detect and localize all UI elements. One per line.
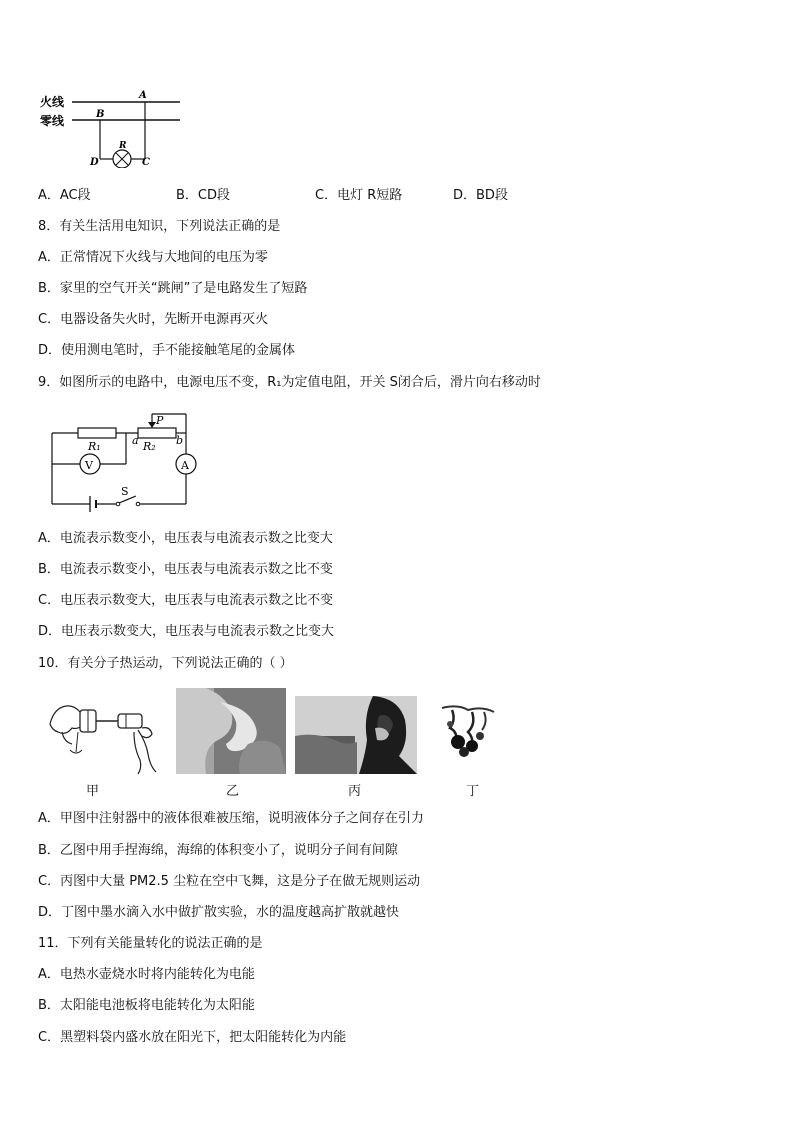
terminal-b-label: b <box>176 434 184 447</box>
q10-option-c[interactable]: C．丙图中大量 PM2.5 尘粒在空中飞舞，这是分子在做无规则运动 <box>38 874 421 889</box>
terminal-a-label: a <box>132 434 139 447</box>
q7-option-c[interactable]: C．电灯 R短路 <box>315 188 403 203</box>
q9-option-d[interactable]: D．电压表示数变大，电压表与电流表示数之比变大 <box>38 624 335 639</box>
q7-option-a[interactable]: A．AC段 <box>38 188 91 203</box>
neutral-wire-label: 零线 <box>40 114 65 128</box>
q10-image-bing-haze <box>295 696 417 774</box>
q8-option-c[interactable]: C．电器设备失火时，先断开电源再灭火 <box>38 312 269 327</box>
lamp-r-label: R <box>119 141 127 151</box>
q10-option-a[interactable]: A．甲图中注射器中的液体很难被压缩，说明液体分子之间存在引力 <box>38 811 424 826</box>
q10-image-jia-syringe <box>38 690 164 776</box>
point-a-label: A <box>139 90 147 101</box>
voltmeter-label: V <box>85 459 93 472</box>
q11-option-c[interactable]: C．黑塑料袋内盛水放在阳光下，把太阳能转化为内能 <box>38 1030 347 1045</box>
q10-option-b[interactable]: B．乙图中用手捏海绵，海绵的体积变小了，说明分子间有间隙 <box>38 843 398 858</box>
q11-option-a[interactable]: A．电热水壶烧水时将内能转化为电能 <box>38 967 255 982</box>
q10-image-ding-ink <box>438 702 498 768</box>
q9-stem: 9．如图所示的电路中，电源电压不变，R₁为定值电阻，开关 S闭合后，滑片向右移动时 <box>38 375 541 390</box>
q7-option-d[interactable]: D．BD段 <box>453 188 508 203</box>
point-b-label: B <box>96 109 105 120</box>
switch-s-label: S <box>121 485 129 498</box>
point-d-label: D <box>90 157 99 168</box>
q10-caption-jia: 甲 <box>86 784 100 799</box>
live-wire-label: 火线 <box>40 95 65 109</box>
q10-caption-bing: 丙 <box>348 784 362 799</box>
q10-image-yi-sponge <box>176 688 286 774</box>
q10-option-d[interactable]: D．丁图中墨水滴入水中做扩散实验，水的温度越高扩散就越快 <box>38 905 400 920</box>
r2-label: R₂ <box>143 440 156 453</box>
slider-p-label: P <box>156 414 164 427</box>
q8-option-a[interactable]: A．正常情况下火线与大地间的电压为零 <box>38 250 268 265</box>
q10-caption-yi: 乙 <box>226 784 240 799</box>
q8-option-b[interactable]: B．家里的空气开关“跳闸”了是电路发生了短路 <box>38 281 308 296</box>
q7-circuit-figure <box>38 88 188 168</box>
q10-caption-ding: 丁 <box>466 784 480 799</box>
q9-circuit-figure <box>46 408 202 514</box>
q10-stem: 10．有关分子热运动，下列说法正确的（ ） <box>38 656 293 671</box>
q9-option-a[interactable]: A．电流表示数变小，电压表与电流表示数之比变大 <box>38 531 333 546</box>
point-c-label: C <box>142 157 150 168</box>
q9-option-b[interactable]: B．电流表示数变小，电压表与电流表示数之比不变 <box>38 562 333 577</box>
ammeter-label: A <box>181 459 189 472</box>
q11-option-b[interactable]: B．太阳能电池板将电能转化为太阳能 <box>38 998 255 1013</box>
r1-label: R₁ <box>88 440 101 453</box>
q9-option-c[interactable]: C．电压表示数变大，电压表与电流表示数之比不变 <box>38 593 334 608</box>
q11-stem: 11．下列有关能量转化的说法正确的是 <box>38 936 263 951</box>
q8-option-d[interactable]: D．使用测电笔时，手不能接触笔尾的金属体 <box>38 343 296 358</box>
q8-stem: 8．有关生活用电知识，下列说法正确的是 <box>38 219 281 234</box>
q7-option-b[interactable]: B．CD段 <box>176 188 231 203</box>
